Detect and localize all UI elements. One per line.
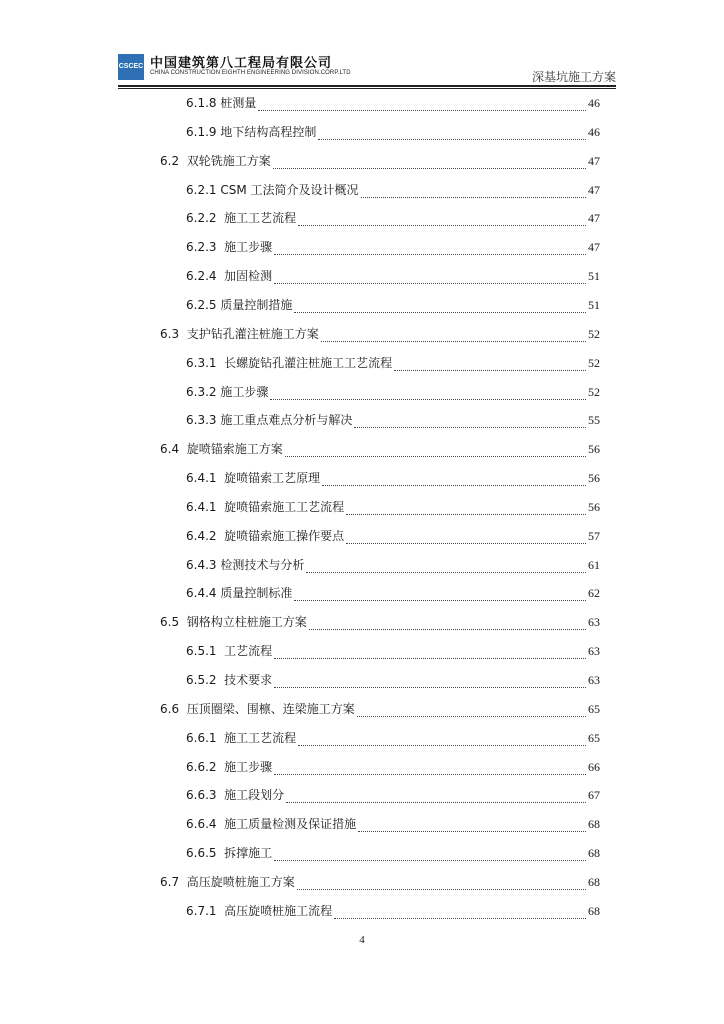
company-logo (118, 54, 144, 80)
toc-entry[interactable] (186, 469, 600, 489)
toc-entry-page: 52 (588, 384, 600, 399)
toc-entry-title: 旋喷锚索施工工艺流程 (224, 499, 345, 514)
toc-dot-leader (258, 109, 586, 111)
toc-entry-page: 51 (588, 269, 600, 284)
toc-entry-title: 旋喷锚索工艺原理 (224, 471, 321, 486)
toc-entry-title: 拆撑施工 (224, 846, 273, 861)
toc-entry-title: 长螺旋钻孔灌注桩施工工艺流程 (224, 355, 393, 370)
toc-entry-number: 6.4.3 (186, 557, 221, 572)
toc-entry-title: 地下结构高程控制 (220, 124, 317, 139)
toc-entry-page: 47 (588, 211, 600, 226)
toc-entry-title: 施工步骤 (224, 759, 273, 774)
toc-dot-leader (274, 657, 586, 659)
company-name-cn: 中国建筑第八工程局有限公司 (150, 56, 333, 71)
toc-entry-number: 6.5.1 (186, 644, 225, 659)
toc-entry-title: 高压旋喷桩施工方案 (186, 874, 295, 889)
toc-entry-number: 6.4.1 (186, 499, 225, 514)
toc-dot-leader (274, 253, 586, 255)
toc-entry-page: 62 (588, 586, 600, 601)
toc-entry-page: 47 (588, 240, 600, 255)
toc-entry-title: 旋喷锚索施工操作要点 (224, 528, 345, 543)
toc-entry-title: 施工步骤 (224, 240, 273, 255)
toc-entry-page: 68 (588, 903, 600, 918)
toc-dot-leader (274, 773, 586, 775)
toc-entry-number: 6.5.2 (186, 673, 225, 687)
toc-entry[interactable] (160, 700, 600, 720)
toc-entry-page: 47 (588, 182, 600, 197)
header-divider-thin (118, 88, 616, 89)
toc-entry[interactable] (186, 902, 600, 922)
toc-dot-leader (334, 917, 586, 919)
toc-entry-number: 6.2.4 (186, 269, 225, 284)
toc-entry-page: 66 (588, 759, 600, 774)
toc-entry-title: 旋喷锚索施工方案 (186, 442, 283, 457)
toc-entry-number: 6.6 (160, 701, 187, 716)
toc-entry-title: 压顶圈梁、围檩、连梁施工方案 (186, 701, 355, 716)
toc-dot-leader (321, 340, 586, 342)
toc-entry[interactable] (186, 383, 600, 403)
toc-dot-leader (318, 138, 586, 140)
toc-entry-title: 施工重点难点分析与解决 (220, 413, 353, 428)
toc-dot-leader (273, 167, 586, 169)
toc-entry-title: 加固检测 (224, 269, 273, 284)
toc-entry-page: 57 (588, 528, 600, 543)
toc-entry-title: 施工工艺流程 (224, 730, 297, 745)
toc-entry-page: 68 (588, 846, 600, 861)
toc-entry[interactable] (160, 152, 600, 172)
toc-entry-title: 钢格构立柱桩施工方案 (186, 615, 307, 630)
toc-entry-title: 桩测量 (220, 96, 257, 110)
toc-entry[interactable] (186, 181, 600, 201)
toc-entry-number: 6.3.2 (186, 384, 221, 399)
toc-dot-leader (294, 311, 586, 313)
toc-entry-title: 施工段划分 (224, 788, 285, 803)
toc-entry-number: 6.4.2 (186, 528, 225, 543)
toc-entry-page: 63 (588, 673, 600, 687)
toc-entry-title: 技术要求 (224, 673, 273, 687)
toc-entry[interactable] (186, 354, 600, 374)
toc-dot-leader (274, 686, 586, 688)
toc-entry-page: 68 (588, 817, 600, 832)
toc-entry-page: 51 (588, 297, 600, 312)
toc-entry-title: 支护钻孔灌注桩施工方案 (186, 326, 319, 341)
toc-entry-title: 双轮铣施工方案 (186, 153, 271, 168)
toc-entry-number: 6.6.2 (186, 759, 225, 774)
toc-entry-number: 6.4 (160, 442, 187, 457)
toc-entry[interactable] (186, 209, 600, 229)
toc-entry[interactable] (186, 729, 600, 749)
toc-entry[interactable] (186, 786, 600, 806)
toc-entry-title: 施工步骤 (220, 384, 269, 399)
toc-entry[interactable] (160, 873, 600, 893)
toc-dot-leader (298, 744, 586, 746)
toc-entry-page: 56 (588, 471, 600, 486)
toc-entry[interactable] (186, 238, 600, 258)
toc-entry[interactable] (186, 556, 600, 576)
toc-entry-number: 6.4.4 (186, 586, 221, 601)
toc-entry-number: 6.2.3 (186, 240, 225, 255)
toc-dot-leader (270, 398, 586, 400)
toc-dot-leader (274, 859, 586, 861)
toc-entry-page: 65 (588, 701, 600, 716)
toc-entry-number: 6.6.3 (186, 788, 225, 803)
toc-entry-page: 68 (588, 874, 600, 889)
toc-entry-title: 施工工艺流程 (224, 211, 297, 226)
toc-entry[interactable] (186, 498, 600, 518)
company-name-en: CHINA CONSTRUCTION EIGHTH ENGINEERING DIVISION.CORP.LTD (150, 70, 351, 76)
toc-entry-number: 6.3.1 (186, 355, 225, 370)
toc-entry-number: 6.6.5 (186, 846, 225, 861)
toc-entry[interactable] (160, 613, 600, 633)
toc-entry-title: 质量控制标准 (220, 586, 293, 601)
toc-dot-leader (361, 196, 586, 198)
toc-entry[interactable] (160, 325, 600, 345)
toc-dot-leader (285, 455, 586, 457)
toc-entry-number: 6.5 (160, 615, 187, 630)
toc-entry-page: 52 (588, 355, 600, 370)
toc-entry-number: 6.2.5 (186, 297, 221, 312)
toc-entry[interactable] (186, 844, 600, 864)
toc-dot-leader (274, 282, 586, 284)
toc-entry-page: 63 (588, 644, 600, 659)
toc-entry-title: 工艺流程 (224, 644, 273, 659)
toc-entry-page: 63 (588, 615, 600, 630)
toc-entry-number: 6.7 (160, 874, 187, 889)
toc-entry-title: 检测技术与分析 (220, 557, 305, 572)
toc-entry-number: 6.2.1 (186, 182, 221, 197)
toc-dot-leader (286, 801, 586, 803)
toc-entry[interactable] (186, 123, 600, 143)
toc-dot-leader (309, 628, 586, 630)
toc-dot-leader (358, 830, 586, 832)
toc-entry-number: 6.7.1 (186, 903, 225, 918)
toc-dot-leader (306, 571, 586, 573)
document-title: 深基坑施工方案 (531, 70, 616, 84)
toc-entry[interactable] (186, 267, 600, 287)
toc-entry[interactable] (186, 296, 600, 316)
logo-text: CSCEC (118, 63, 144, 70)
toc-entry[interactable] (186, 584, 600, 604)
toc-dot-leader (322, 484, 586, 486)
toc-entry-number: 6.6.1 (186, 730, 225, 745)
toc-entry-title: 质量控制措施 (220, 297, 293, 312)
toc-entry-number: 6.3 (160, 326, 187, 341)
toc-dot-leader (346, 542, 586, 544)
toc-entry-number: 6.2 (160, 153, 187, 168)
toc-dot-leader (357, 715, 586, 717)
toc-entry[interactable] (186, 758, 600, 778)
toc-entry[interactable] (186, 642, 600, 662)
toc-entry-page: 55 (588, 413, 600, 428)
toc-entry-page: 56 (588, 442, 600, 457)
toc-entry-title: CSM 工法简介及设计概况 (220, 182, 359, 197)
toc-entry[interactable] (186, 815, 600, 835)
toc-dot-leader (354, 426, 586, 428)
toc-entry-page: 65 (588, 730, 600, 745)
toc-dot-leader (394, 369, 586, 371)
toc-entry-page: 56 (588, 499, 600, 514)
toc-entry[interactable] (186, 671, 600, 691)
toc-entry-number: 6.4.1 (186, 471, 225, 486)
toc-entry[interactable] (160, 440, 600, 460)
toc-dot-leader (346, 513, 586, 515)
toc-entry-number: 6.1.8 (186, 96, 221, 110)
toc-entry-page: 46 (588, 124, 600, 139)
toc-entry-page: 61 (588, 557, 600, 572)
header-divider (118, 85, 616, 87)
toc-entry-page: 47 (588, 153, 600, 168)
toc-entry-number: 6.3.3 (186, 413, 221, 428)
toc-entry-number: 6.1.9 (186, 124, 221, 139)
toc-dot-leader (298, 224, 586, 226)
toc-entry-number: 6.6.4 (186, 817, 225, 832)
toc-dot-leader (297, 888, 586, 890)
toc-entry-page: 52 (588, 326, 600, 341)
toc-entry-title: 施工质量检测及保证措施 (224, 817, 357, 832)
toc-entry[interactable] (186, 527, 600, 547)
toc-entry[interactable] (186, 94, 600, 114)
toc-entry[interactable] (186, 411, 600, 431)
toc-entry-page: 67 (588, 788, 600, 803)
toc-dot-leader (294, 599, 586, 601)
toc-entry-title: 高压旋喷桩施工流程 (224, 903, 333, 918)
toc-entry-page: 46 (588, 96, 600, 110)
page-number: 4 (359, 934, 365, 946)
toc-entry-number: 6.2.2 (186, 211, 225, 226)
page-header (118, 48, 616, 86)
